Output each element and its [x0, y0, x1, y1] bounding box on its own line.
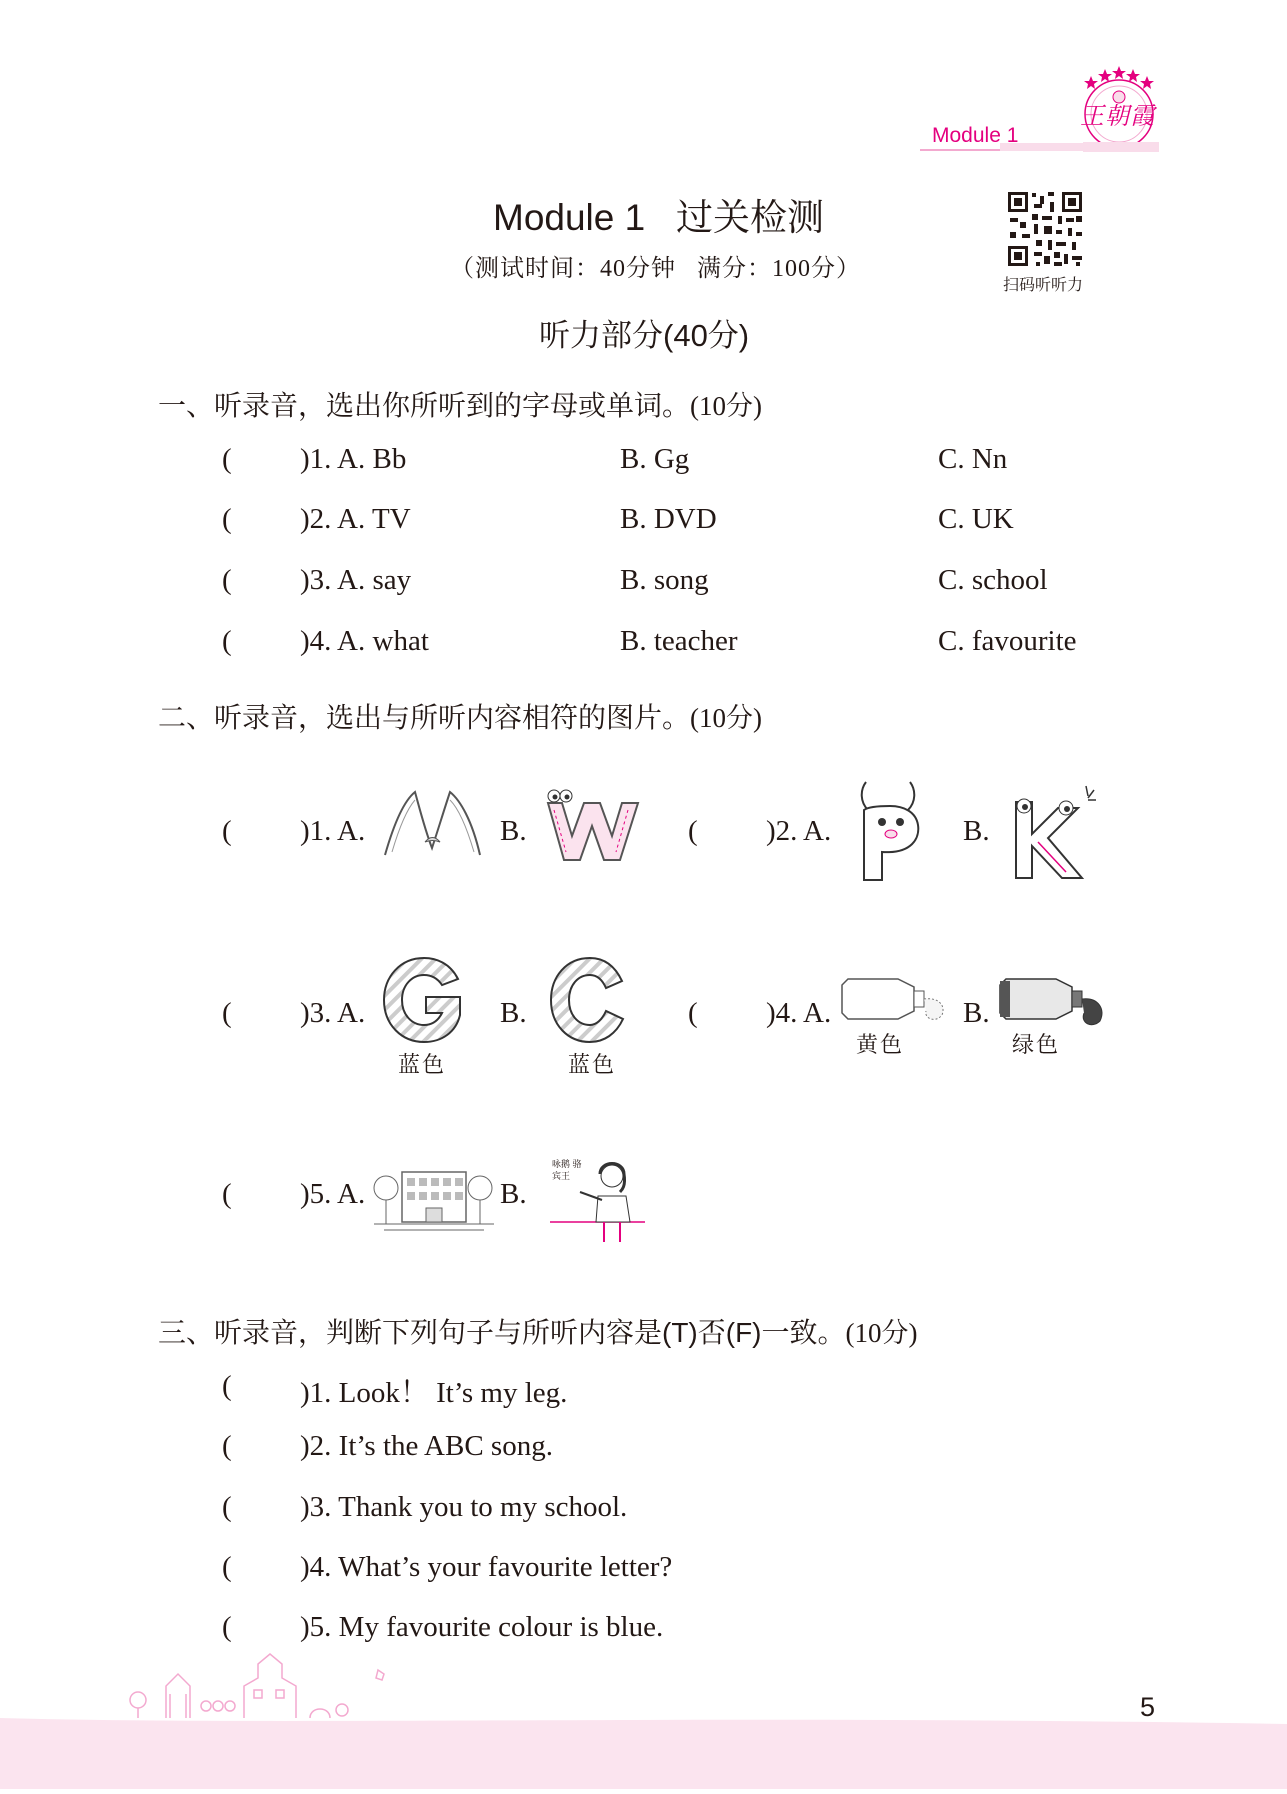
answer-paren-open[interactable]: (	[222, 1430, 232, 1462]
pic-option-b-label: B.	[963, 997, 990, 1029]
color-caption: 黄色	[856, 1032, 905, 1057]
pic-option-a-label: )3. A.	[300, 997, 366, 1029]
option-b: B. Gg	[620, 443, 690, 475]
color-caption: 蓝色	[398, 1052, 447, 1077]
qr-code[interactable]	[1006, 190, 1084, 268]
answer-paren-open[interactable]: (	[222, 1370, 232, 1402]
section2-heading	[158, 696, 762, 736]
answer-paren-open[interactable]: (	[222, 443, 232, 475]
statement-text: )3. Thank you to my school.	[300, 1491, 628, 1523]
answer-paren-open[interactable]: (	[222, 503, 232, 535]
paint-tube-icon	[996, 975, 1108, 1035]
statement-text: )1. Look！ It’s my leg.	[300, 1377, 568, 1409]
pic-option-b-label: B.	[500, 1178, 527, 1210]
footer-band	[0, 1712, 1287, 1789]
test-time-info: （测试时间：40分钟 满分：100分）	[450, 256, 861, 282]
letter-g-striped-icon	[380, 955, 465, 1045]
section1-heading	[158, 384, 762, 424]
module-tag: Module 1	[932, 124, 1019, 147]
answer-paren-open[interactable]: (	[222, 1551, 232, 1583]
letter-k-face-icon	[1008, 782, 1100, 882]
green-paint-picture[interactable]	[996, 975, 1108, 1035]
answer-paren-open[interactable]: (	[222, 815, 232, 847]
section2-heading-text: 二、听录音，选出与所听内容相符的图片。	[158, 702, 691, 733]
pic-option-b-label: B.	[500, 997, 527, 1029]
pic-option-b-label: B.	[500, 815, 527, 847]
color-caption: 蓝色	[568, 1052, 617, 1077]
option-b: B. teacher	[620, 625, 738, 657]
option-c: C. Nn	[938, 443, 1008, 475]
logo-text: 王朝霞	[1080, 104, 1155, 130]
letter-g-picture[interactable]	[380, 955, 465, 1045]
town-doodle-icon	[120, 1650, 400, 1720]
section2-points: (10分)	[690, 703, 762, 733]
option-a: )4. A. what	[300, 625, 429, 657]
answer-paren-open[interactable]: (	[222, 564, 232, 596]
answer-paren-open[interactable]: (	[222, 1611, 232, 1643]
statement-text: )4. What’s your favourite letter?	[300, 1551, 673, 1583]
section3-heading-text: 三、听录音，判断下列句子与所听内容是(T)否(F)一致。	[158, 1317, 846, 1348]
option-a: )1. A. Bb	[300, 443, 407, 475]
answer-paren-open[interactable]: (	[688, 997, 698, 1029]
footer-wave	[0, 1712, 1287, 1789]
qr-caption: 扫码听听力	[1003, 277, 1084, 294]
statement-text: )5. My favourite colour is blue.	[300, 1611, 664, 1643]
pic-option-a-label: )4. A.	[766, 997, 832, 1029]
answer-paren-open[interactable]: (	[688, 815, 698, 847]
letter-p-rabbit-icon	[852, 780, 924, 885]
letter-m-birds-icon	[380, 790, 485, 860]
pic-option-a-label: )5. A.	[300, 1178, 366, 1210]
color-caption: 绿色	[1012, 1032, 1061, 1057]
option-c: C. UK	[938, 503, 1014, 535]
section3-heading	[158, 1311, 918, 1351]
letter-m-picture[interactable]	[380, 790, 485, 860]
page-title: Module 1 过关检测	[493, 197, 825, 238]
section1-heading-text: 一、听录音，选出你所听到的字母或单词。	[158, 390, 691, 421]
answer-paren-open[interactable]: (	[222, 625, 232, 657]
school-building-picture[interactable]	[374, 1158, 494, 1240]
paint-tube-icon	[838, 975, 950, 1030]
answer-paren-open[interactable]: (	[222, 1491, 232, 1523]
answer-paren-open[interactable]: (	[222, 1178, 232, 1210]
pic-option-a-label: )2. A.	[766, 815, 832, 847]
qr-code-icon	[1006, 190, 1084, 268]
page-number: 5	[1140, 1692, 1156, 1722]
pic-option-a-label: )1. A.	[300, 815, 366, 847]
option-c: C. school	[938, 564, 1048, 596]
letter-c-striped-icon	[548, 955, 628, 1045]
option-b: B. song	[620, 564, 709, 596]
letter-w-picture[interactable]	[540, 788, 645, 863]
statement-text: )2. It’s the ABC song.	[300, 1430, 553, 1462]
letter-c-picture[interactable]	[548, 955, 628, 1045]
section1-points: (10分)	[690, 391, 762, 421]
pic-option-b-label: B.	[963, 815, 990, 847]
option-b: B. DVD	[620, 503, 717, 535]
letter-w-worm-icon	[540, 788, 645, 863]
letter-k-picture[interactable]	[1008, 782, 1100, 882]
listening-part-title: 听力部分(40分)	[539, 318, 750, 353]
option-a: )3. A. say	[300, 564, 412, 596]
footer-town-illustration	[120, 1650, 400, 1720]
section3-points: (10分)	[845, 1318, 918, 1348]
option-a: )2. A. TV	[300, 503, 411, 535]
answer-paren-open[interactable]: (	[222, 997, 232, 1029]
letter-p-picture[interactable]	[852, 780, 924, 885]
school-building-icon	[374, 1158, 494, 1240]
yellow-paint-picture[interactable]	[838, 975, 950, 1030]
blackboard-text: 咏鹅 骆宾王	[552, 1159, 582, 1181]
option-c: C. favourite	[938, 625, 1077, 657]
